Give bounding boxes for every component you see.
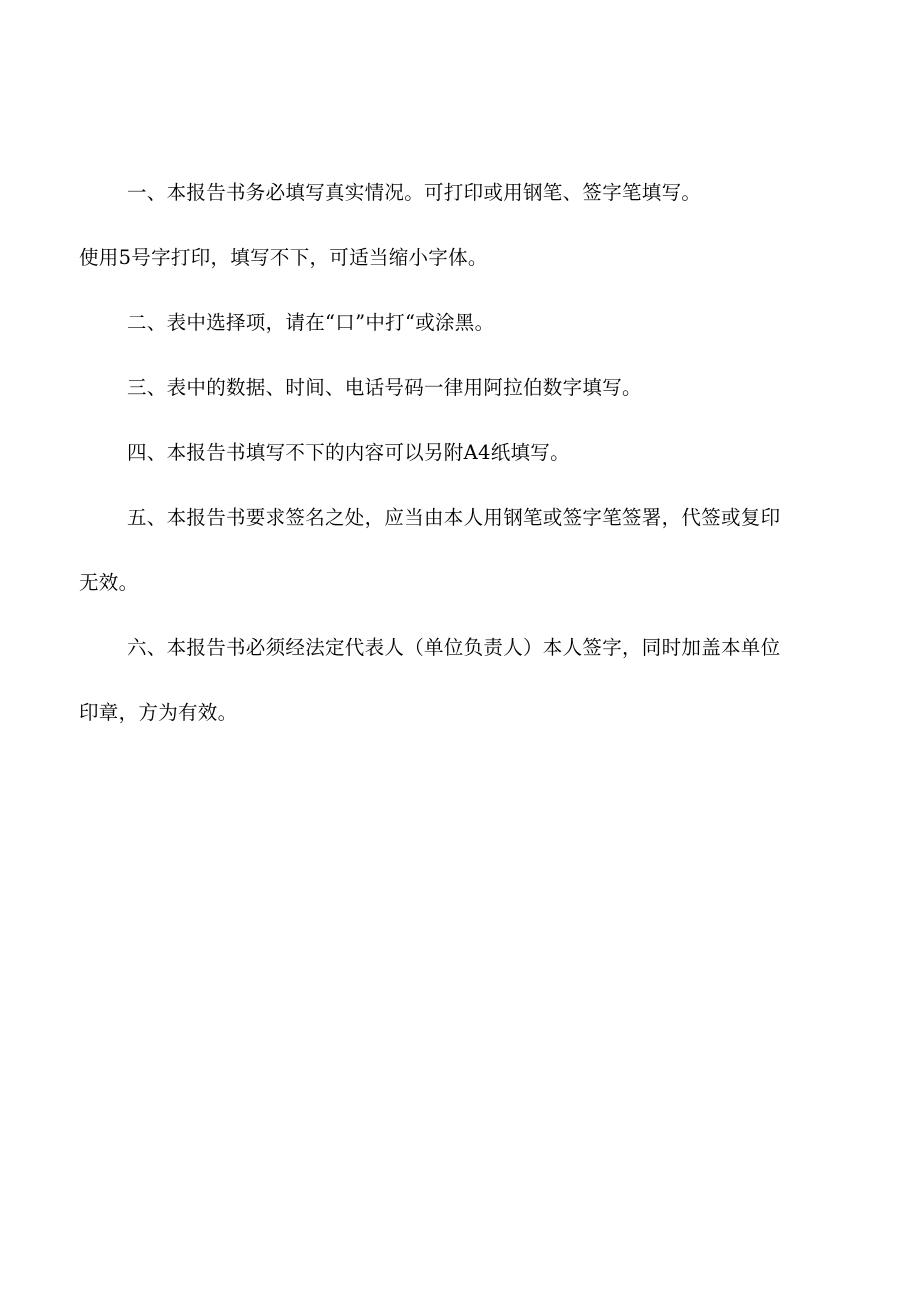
instruction-6-line-1: 六、本报告书必须经法定代表人（单位负责人）本人签字，同时加盖本单位 (127, 636, 781, 659)
instruction-2 (79, 295, 849, 360)
instruction-3-line-1: 三、表中的数据、时间、电话号码一律用阿拉伯数字填写。 (127, 376, 642, 399)
instruction-6-line-2: 印章，方为有效。 (79, 701, 238, 724)
instruction-1 (79, 165, 849, 295)
instruction-5 (79, 490, 849, 620)
instruction-6 (79, 620, 849, 750)
instruction-1-line-1: 一、本报告书务必填写真实情况。可打印或用钢笔、签字笔填写。 (127, 181, 702, 204)
filling-instructions (79, 165, 849, 750)
instruction-5-line-1: 五、本报告书要求签名之处，应当由本人用钢笔或签字笔签署，代签或复印 (127, 506, 781, 529)
instruction-2-line-1: 二、表中选择项，请在“口”中打“或涂黑。 (127, 311, 495, 334)
instruction-1-line-2: 使用5号字打印，填写不下，可适当缩小字体。 (79, 246, 488, 269)
instruction-5-line-2: 无效。 (79, 571, 139, 594)
instruction-4 (79, 425, 849, 490)
instruction-3 (79, 360, 849, 425)
instruction-4-line-1: 四、本报告书填写不下的内容可以另附A4纸填写。 (127, 441, 570, 464)
